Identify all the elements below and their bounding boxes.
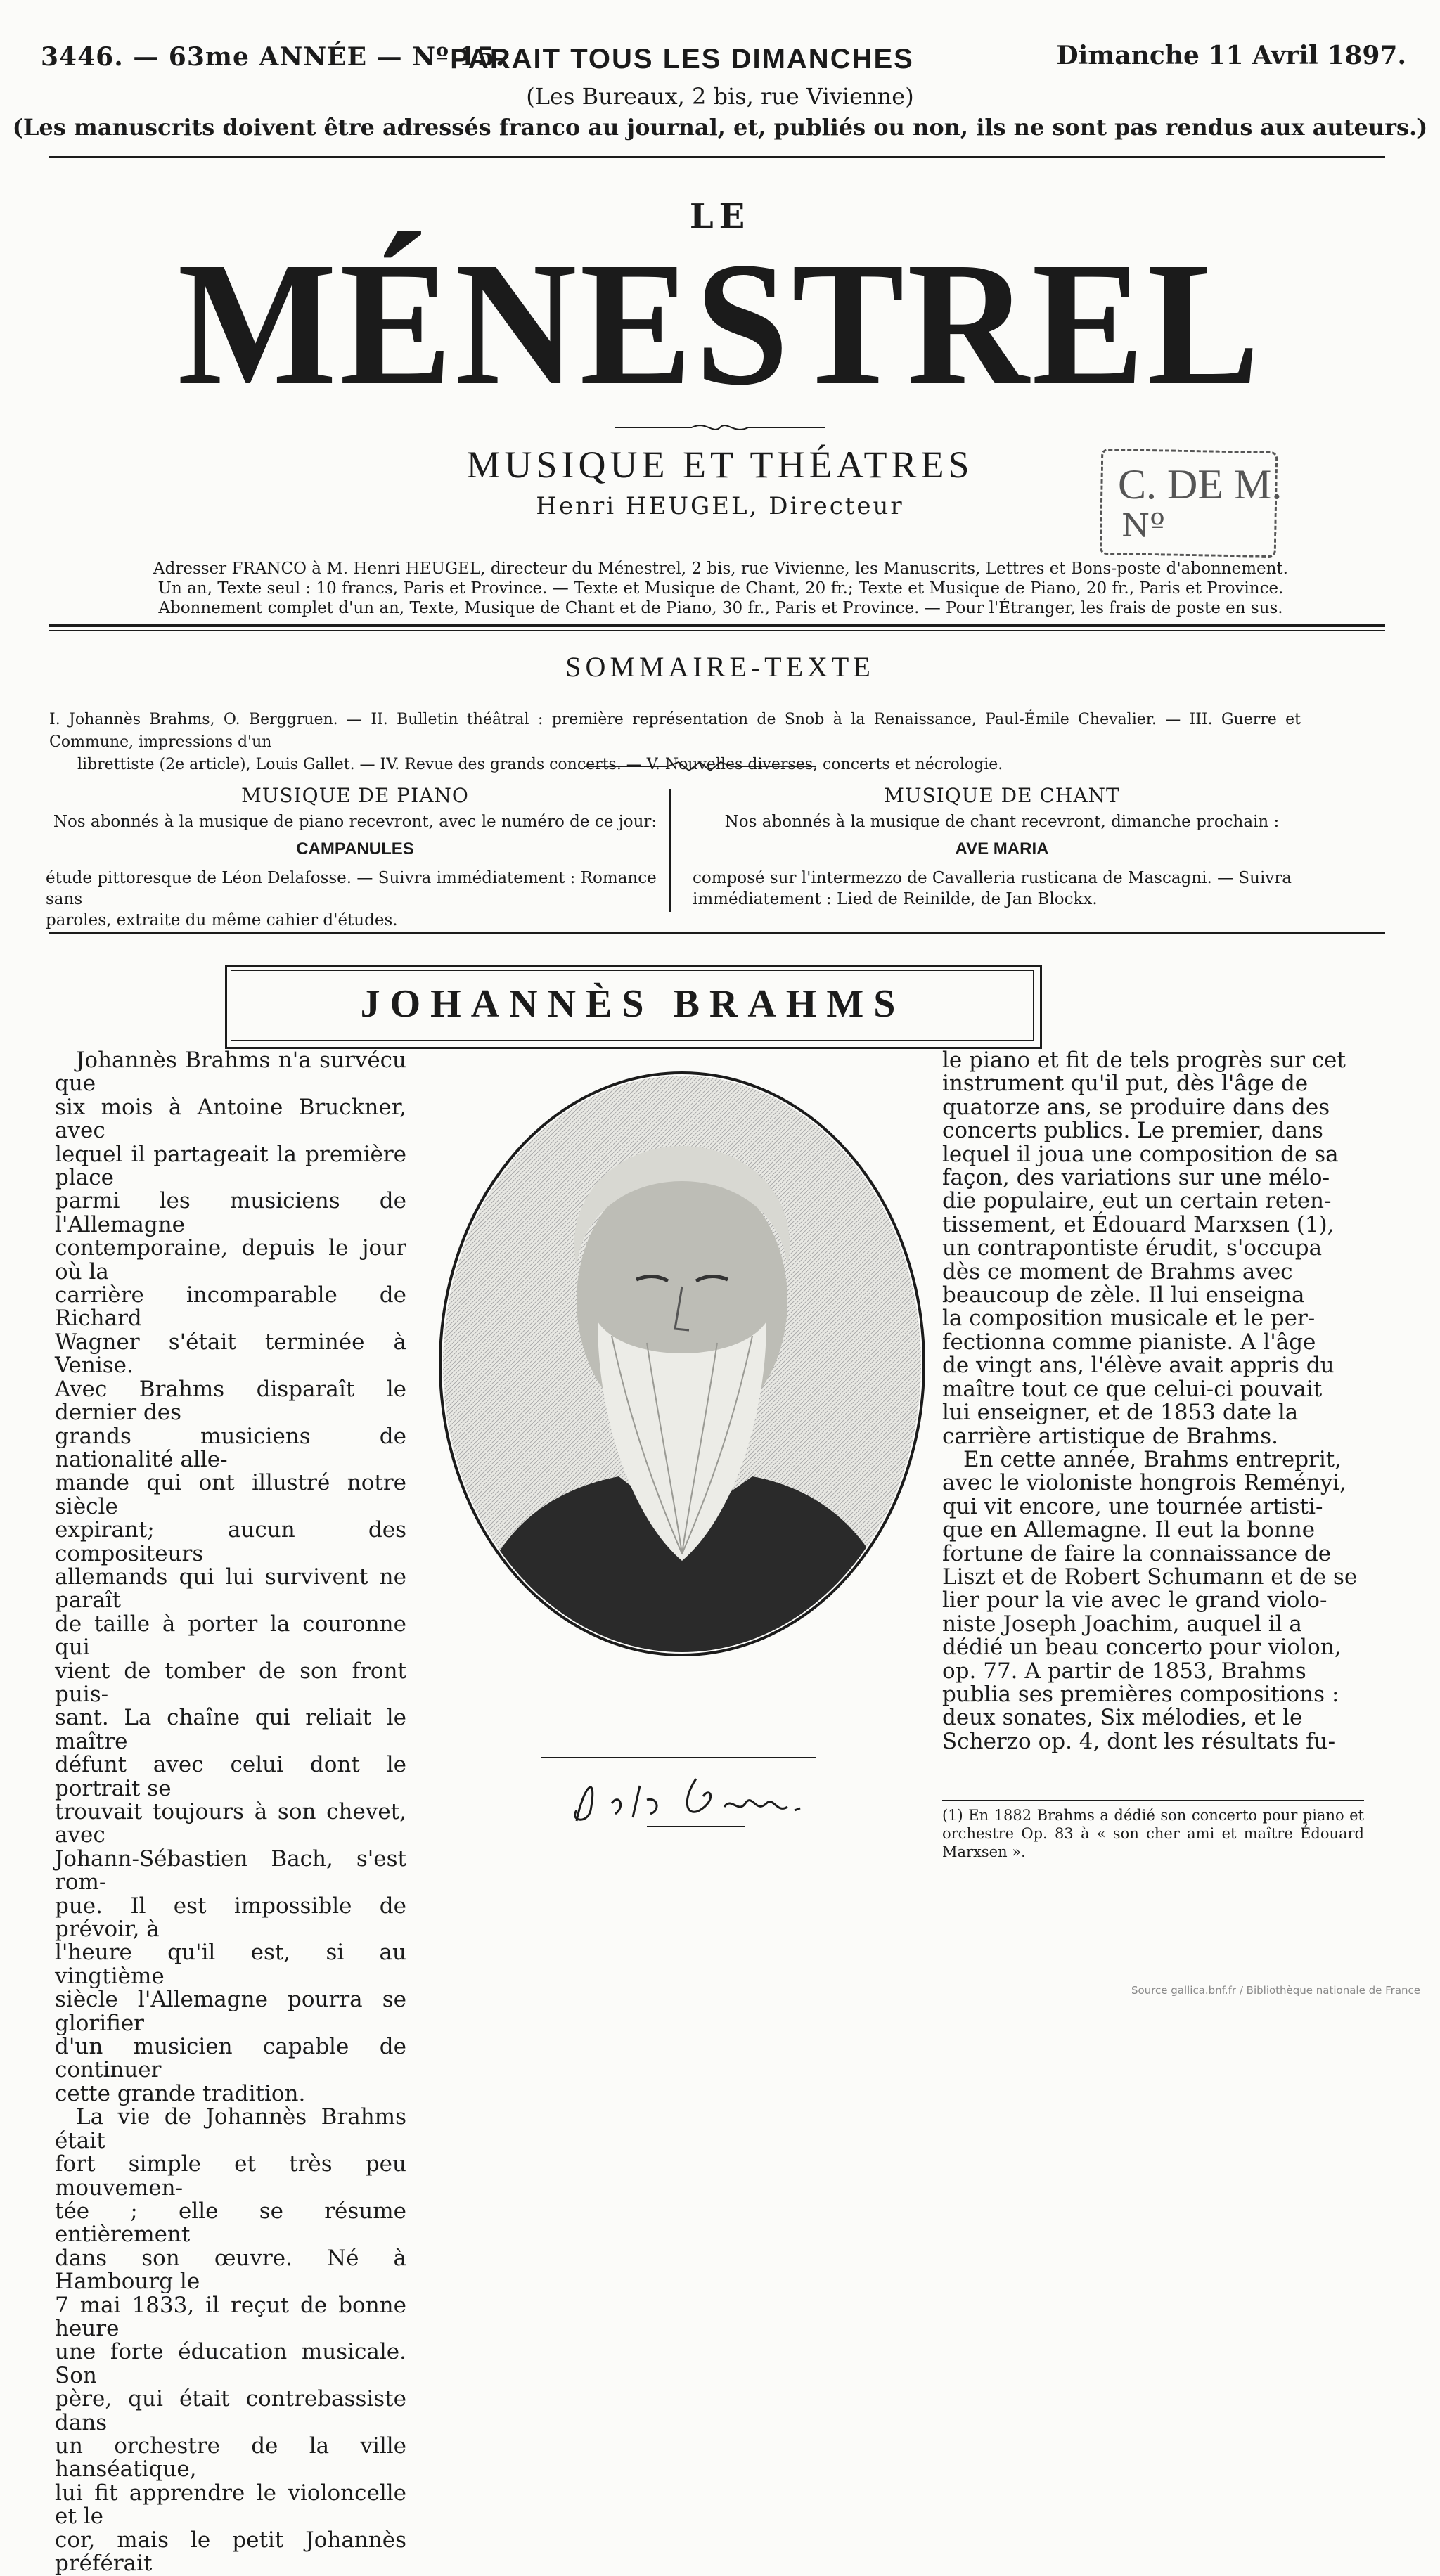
brahms-signature — [534, 1744, 830, 1835]
piano-description-line: paroles, extraite du même cahier d'études. — [46, 911, 398, 929]
subscription-address: Adresser FRANCO à M. Henri HEUGEL, directeur du Ménestrel, 2 bis, rue Vivienne, les Manuscrits, Lettres et Bons-poste d'abonnement. — [153, 560, 1288, 578]
article-line: père, qui était contrebassiste dans — [55, 2386, 406, 2435]
article-line: de taille à porter la couronne qui — [55, 1611, 406, 1661]
article-line: parmi les musiciens de l'Allemagne — [55, 1188, 406, 1237]
article-line: que en Allemagne. Il eut la bonne — [942, 1517, 1316, 1543]
article-line: grands musiciens de nationalité alle- — [55, 1423, 406, 1472]
article-line: fortune de faire la connaissance de — [942, 1540, 1332, 1566]
piano-intro: Nos abonnés à la musique de piano recevront, avec le numéro de ce jour: — [53, 813, 657, 831]
article-line: Scherzo op. 4, dont les résultats fu- — [942, 1728, 1336, 1754]
article-title: JOHANNÈS BRAHMS — [360, 982, 906, 1026]
section-rule — [49, 932, 1385, 934]
article-line: Liszt et de Robert Schumann et de se — [942, 1564, 1358, 1590]
article-line: deux sonates, Six mélodies, et le — [942, 1705, 1303, 1731]
article-line: instrument qu'il put, dès l'âge de — [942, 1071, 1309, 1097]
issue-date: Dimanche 11 Avril 1897. — [1056, 41, 1406, 70]
contents-line: librettiste (2e article), Louis Gallet. — IV. Revue des grands concerts. — V. Nouvelles diverses, concerts et nécrologie. — [77, 756, 1003, 773]
article-line: d'un musicien capable de continuer — [55, 2034, 406, 2083]
song-description-line: immédiatement : Lied de Reinilde, de Jan Blockx. — [693, 890, 1098, 908]
article-line: carrière artistique de Brahms. — [942, 1423, 1278, 1449]
source-credit: Source gallica.bnf.fr / Bibliothèque nationale de France — [1131, 1984, 1420, 1997]
article-left-column — [55, 1049, 406, 2575]
article-line: Johann-Sébastien Bach, s'est rom- — [55, 1846, 406, 1895]
article-line: la composition musicale et le per- — [942, 1306, 1316, 1332]
article-line: fectionna comme pianiste. A l'âge — [942, 1329, 1316, 1355]
article-line: de vingt ans, l'élève avait appris du — [942, 1353, 1335, 1379]
article-line: cette grande tradition. — [55, 2080, 306, 2106]
title-flourish-ornament — [615, 420, 825, 434]
article-line: un orchestre de la ville hanséatique, — [55, 2433, 406, 2482]
article-line: lui enseigner, et de 1853 date la — [942, 1400, 1299, 1426]
subscription-complete: Abonnement complet d'un an, Texte, Musique de Chant et de Piano, 30 fr., Paris et Province. — Pour l'Étranger, les frais de poste en sus. — [158, 599, 1283, 617]
song-piece-title: AVE MARIA — [955, 839, 1049, 858]
article-line: dans son œuvre. Né à Hambourg le — [55, 2245, 406, 2295]
title-article: LE — [689, 197, 751, 236]
director-line: Henri HEUGEL, Directeur — [536, 492, 904, 520]
article-line: Johannès Brahms n'a survécu que — [55, 1048, 406, 1097]
footnote: (1) En 1882 Brahms a dédié son concerto pour piano et orchestre Op. 83 à « son cher ami et maître Édouard Marxsen ». — [942, 1807, 1364, 1860]
song-heading: MUSIQUE DE CHANT — [884, 784, 1120, 807]
article-line: En cette année, Brahms entreprit, — [963, 1446, 1342, 1472]
manuscripts-notice: (Les manuscrits doivent être adressés franco au journal, et, publiés ou non, ils ne sont pas rendus aux auteurs.) — [12, 114, 1428, 141]
contents-ornament — [584, 761, 816, 772]
brahms-portrait — [436, 1069, 928, 1659]
article-line: lui fit apprendre le violoncelle et le — [55, 2480, 406, 2530]
article-line: concerts publics. Le premier, dans — [942, 1118, 1323, 1144]
piano-music-section — [46, 784, 664, 931]
article-line: Avec Brahms disparaît le dernier des — [55, 1376, 406, 1426]
issue-number: 3446. — 63me ANNÉE — Nº 15. — [41, 42, 506, 72]
article-line: 7 mai 1833, il reçut de bonne heure — [55, 2292, 406, 2341]
article-line: Wagner s'était terminée à Venise. — [55, 1329, 406, 1379]
article-line: dédié un beau concerto pour violon, — [942, 1635, 1342, 1661]
article-line: l'heure qu'il est, si au vingtième — [55, 1940, 406, 1989]
contents-line: I. Johannès Brahms, O. Berggruen. — II. Bulletin théâtral : première représentation de Snob à la Renaissance, Paul-Émile Chevalier. — III. Guerre et Commune, impressions d'un — [49, 711, 1301, 751]
article-line: tée ; elle se résume entièrement — [55, 2198, 406, 2248]
masthead-rule-thick — [49, 624, 1385, 627]
article-line: avec le violoniste hongrois Reményi, — [942, 1470, 1347, 1496]
article-line: le piano et fit de tels progrès sur cet — [942, 1048, 1346, 1073]
article-line: expirant; aucun des compositeurs — [55, 1517, 406, 1566]
header-rule — [49, 156, 1385, 158]
article-line: dès ce moment de Brahms avec — [942, 1258, 1293, 1284]
article-line: op. 77. A partir de 1853, Brahms — [942, 1658, 1306, 1684]
article-line: défunt avec celui dont le portrait se — [55, 1752, 406, 1801]
article-line: allemands qui lui survivent ne paraît — [55, 1564, 406, 1614]
article-line: cor, mais le petit Johannès préférait — [55, 2527, 406, 2576]
article-line: niste Joseph Joachim, auquel il a — [942, 1611, 1302, 1637]
article-line: contemporaine, depuis le jour où la — [55, 1235, 406, 1284]
piano-piece-title: CAMPANULES — [296, 839, 414, 858]
article-right-column — [942, 1049, 1364, 1753]
article-line: un contrapontiste érudit, s'occupa — [942, 1235, 1323, 1261]
article-line: vient de tomber de son front puis- — [55, 1658, 406, 1707]
article-line: trouvait toujours à son chevet, avec — [55, 1799, 406, 1848]
article-line: sant. La chaîne qui reliait le maître — [55, 1705, 406, 1754]
article-line: qui vit encore, une tournée artisti- — [942, 1493, 1323, 1519]
stamp-text: C. DE M. — [1118, 461, 1282, 508]
article-line: façon, des variations sur une mélo- — [942, 1165, 1330, 1191]
article-line: die populaire, eut un certain reten- — [942, 1188, 1332, 1214]
article-line: lequel il joua une composition de sa — [942, 1141, 1339, 1167]
article-line: pue. Il est impossible de prévoir, à — [55, 1893, 406, 1943]
stamp-number: Nº — [1121, 506, 1165, 544]
subscription-prices: Un an, Texte seul : 10 francs, Paris et Province. — Texte et Musique de Chant, 20 fr.; Texte et Musique de Piano, 20 fr., Paris et Province. — [158, 579, 1284, 598]
masthead-rule-thin — [49, 630, 1385, 631]
article-line: carrière incomparable de Richard — [55, 1282, 406, 1332]
article-line: maître tout ce que celui-ci pouvait — [942, 1376, 1323, 1402]
newspaper-title: MÉNESTREL — [177, 225, 1263, 422]
article-line: lier pour la vie avec le grand violo- — [942, 1588, 1328, 1614]
office-address: (Les Bureaux, 2 bis, rue Vivienne) — [526, 83, 914, 110]
piano-description-line: étude pittoresque de Léon Delafosse. — Suivra immédiatement : Romance sans — [46, 869, 657, 908]
song-music-section — [693, 784, 1311, 910]
article-line: quatorze ans, se produire dans des — [942, 1094, 1330, 1120]
article-line: une forte éducation musicale. Son — [55, 2339, 406, 2388]
column-divider — [669, 789, 671, 912]
article-line: six mois à Antoine Bruckner, avec — [55, 1094, 406, 1144]
article-line: publia ses premières compositions : — [942, 1681, 1339, 1707]
article-line: beaucoup de zèle. Il lui enseigna — [942, 1282, 1305, 1308]
song-intro: Nos abonnés à la musique de chant recevront, dimanche prochain : — [724, 813, 1280, 831]
publication-frequency: PARAIT TOUS LES DIMANCHES — [450, 44, 914, 75]
contents-heading: SOMMAIRE-TEXTE — [565, 651, 875, 683]
article-line: fort simple et très peu mouvemen- — [55, 2151, 406, 2201]
song-description-line: composé sur l'intermezzo de Cavalleria rusticana de Mascagni. — Suivra — [693, 869, 1292, 887]
article-line: lequel il partageait la première place — [55, 1141, 406, 1191]
newspaper-subtitle: MUSIQUE ET THÉATRES — [466, 444, 974, 486]
article-line: La vie de Johannès Brahms était — [55, 2104, 406, 2153]
article-line: mande qui ont illustré notre siècle — [55, 1470, 406, 1519]
piano-heading: MUSIQUE DE PIANO — [241, 784, 469, 807]
article-line: siècle l'Allemagne pourra se glorifier — [55, 1987, 406, 2036]
footnote-rule — [942, 1800, 1364, 1801]
article-line: tissement, et Édouard Marxsen (1), — [942, 1211, 1335, 1237]
